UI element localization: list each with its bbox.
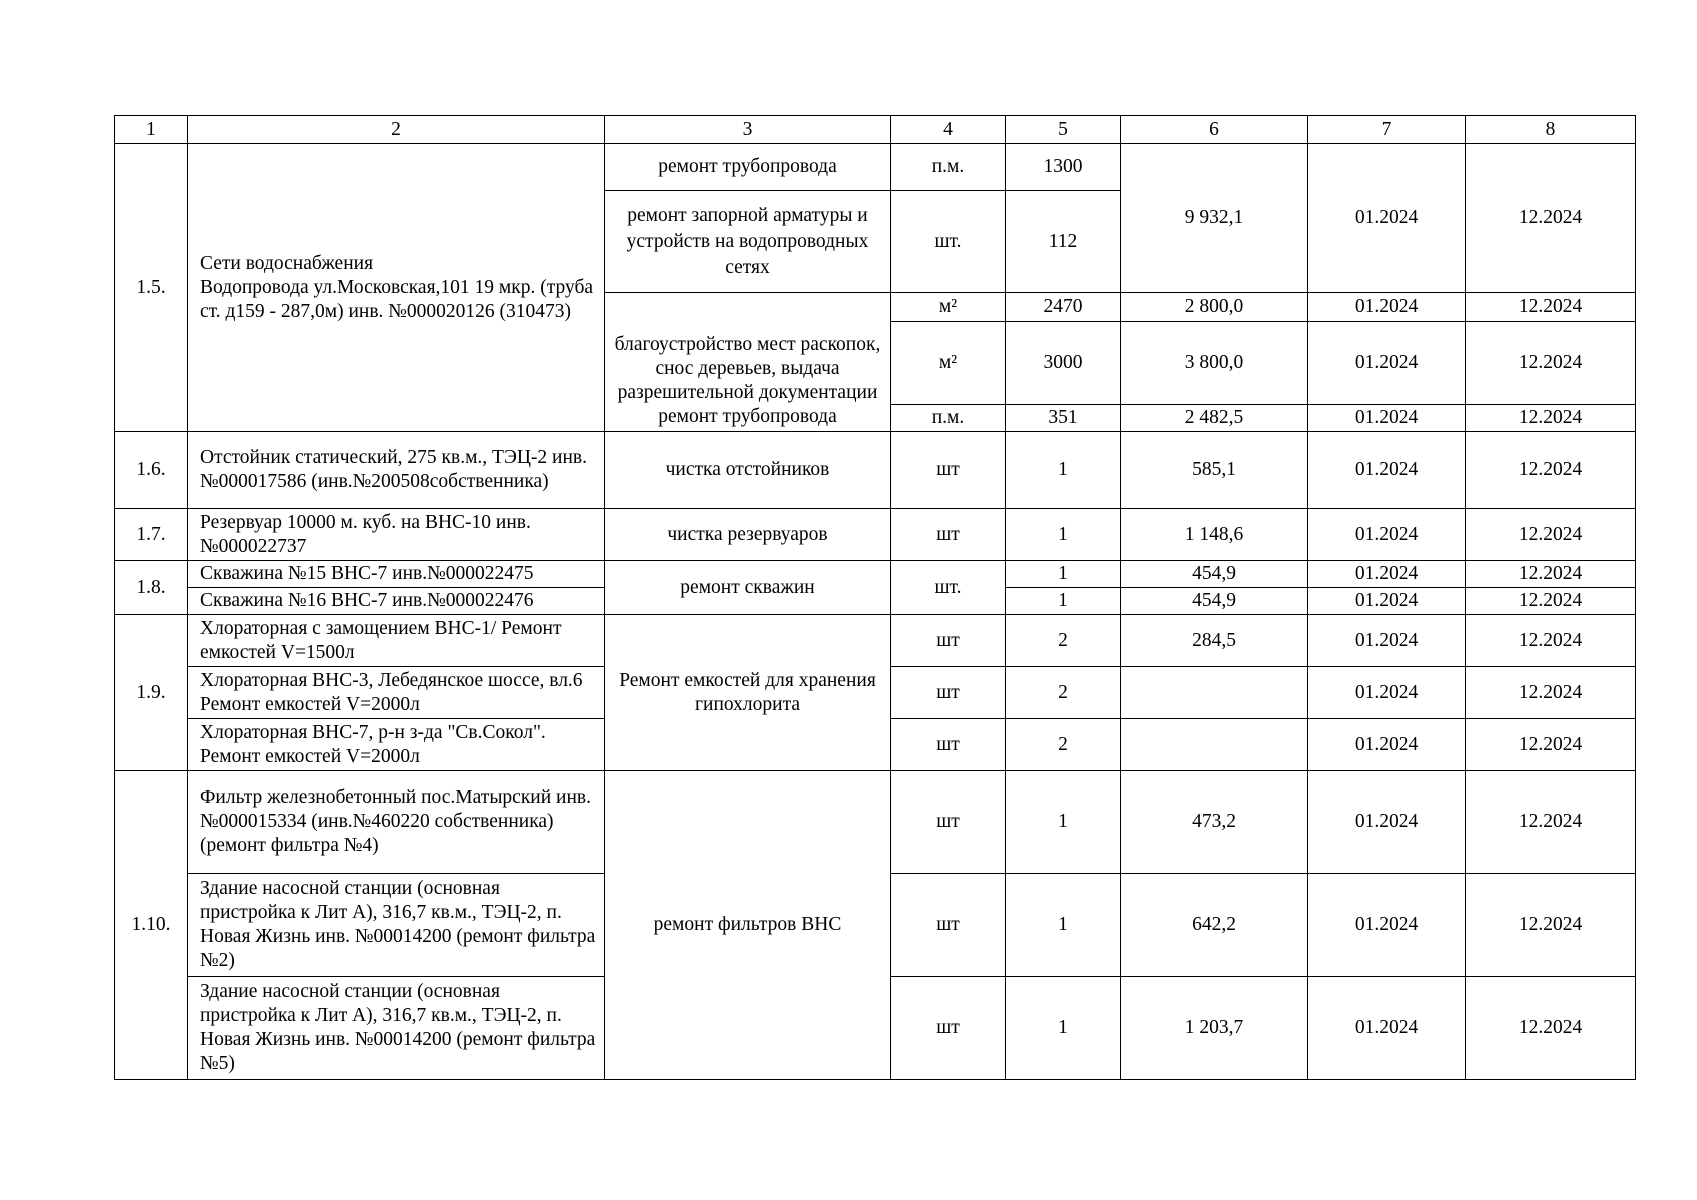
unit: м²	[891, 322, 1006, 405]
unit: шт	[891, 509, 1006, 561]
table-row	[115, 771, 1636, 874]
object-name: Отстойник статический, 275 кв.м., ТЭЦ-2 инв.№000017586 (инв.№200508собственника)	[188, 432, 605, 509]
object-name: Хлораторная ВНС-3, Лебедянское шоссе, вл.6 Ремонт емкостей V=2000л	[188, 667, 605, 719]
quantity: 1	[1006, 561, 1121, 588]
object-name: Хлораторная ВНС-7, р-н з-да "Св.Сокол". Ремонт емкостей V=2000л	[188, 719, 605, 771]
unit: шт	[891, 615, 1006, 667]
cost: 454,9	[1121, 561, 1308, 588]
object-name: Резервуар 10000 м. куб. на ВНС-10 инв.№000022737	[188, 509, 605, 561]
cost: 284,5	[1121, 615, 1308, 667]
end-date: 12.2024	[1466, 977, 1636, 1080]
end-date: 12.2024	[1466, 874, 1636, 977]
column-number: 7	[1308, 116, 1466, 144]
table-row	[115, 432, 1636, 509]
end-date: 12.2024	[1466, 405, 1636, 432]
unit: шт	[891, 771, 1006, 874]
column-number: 2	[188, 116, 605, 144]
object-name: Сети водоснабжения Водопровода ул.Московская,101 19 мкр. (труба ст. д159 - 287,0м) инв. №000020126 (310473)	[188, 144, 605, 432]
row-number: 1.7.	[115, 509, 188, 561]
row-number: 1.8.	[115, 561, 188, 615]
work-type: чистка отстойников	[605, 432, 891, 509]
unit: шт	[891, 977, 1006, 1080]
start-date: 01.2024	[1308, 615, 1466, 667]
quantity: 112	[1006, 191, 1121, 293]
column-number: 5	[1006, 116, 1121, 144]
work-type: ремонт скважин	[605, 561, 891, 615]
cost: 9 932,1	[1121, 144, 1308, 293]
unit: шт	[891, 432, 1006, 509]
quantity: 1300	[1006, 144, 1121, 191]
quantity: 1	[1006, 432, 1121, 509]
unit: п.м.	[891, 144, 1006, 191]
start-date: 01.2024	[1308, 561, 1466, 588]
start-date: 01.2024	[1308, 405, 1466, 432]
unit: шт	[891, 667, 1006, 719]
quantity: 2470	[1006, 293, 1121, 322]
work-type: ремонт фильтров ВНС	[605, 771, 891, 1080]
start-date: 01.2024	[1308, 509, 1466, 561]
column-number: 6	[1121, 116, 1308, 144]
work-type: чистка резервуаров	[605, 509, 891, 561]
start-date: 01.2024	[1308, 588, 1466, 615]
quantity: 1	[1006, 588, 1121, 615]
start-date: 01.2024	[1308, 322, 1466, 405]
start-date: 01.2024	[1308, 293, 1466, 322]
quantity: 1	[1006, 977, 1121, 1080]
cost: 2 800,0	[1121, 293, 1308, 322]
end-date: 12.2024	[1466, 771, 1636, 874]
start-date: 01.2024	[1308, 719, 1466, 771]
start-date: 01.2024	[1308, 144, 1466, 293]
table-header-row	[115, 116, 1636, 144]
unit: шт.	[891, 191, 1006, 293]
column-number: 8	[1466, 116, 1636, 144]
end-date: 12.2024	[1466, 719, 1636, 771]
cost: 454,9	[1121, 588, 1308, 615]
cost: 2 482,5	[1121, 405, 1308, 432]
end-date: 12.2024	[1466, 561, 1636, 588]
cost: 585,1	[1121, 432, 1308, 509]
end-date: 12.2024	[1466, 293, 1636, 322]
cost: 473,2	[1121, 771, 1308, 874]
quantity: 1	[1006, 771, 1121, 874]
work-type: Ремонт емкостей для хранения гипохлорита	[605, 615, 891, 771]
start-date: 01.2024	[1308, 977, 1466, 1080]
row-number: 1.5.	[115, 144, 188, 432]
work-type: ремонт запорной арматуры и устройств на водопроводных сетях	[605, 191, 891, 293]
end-date: 12.2024	[1466, 144, 1636, 293]
row-number: 1.9.	[115, 615, 188, 771]
quantity: 2	[1006, 667, 1121, 719]
quantity: 3000	[1006, 322, 1121, 405]
cost: 1 203,7	[1121, 977, 1308, 1080]
quantity: 2	[1006, 615, 1121, 667]
cost: 3 800,0	[1121, 322, 1308, 405]
end-date: 12.2024	[1466, 615, 1636, 667]
work-plan-table	[114, 115, 1636, 1080]
cost	[1121, 719, 1308, 771]
start-date: 01.2024	[1308, 667, 1466, 719]
end-date: 12.2024	[1466, 667, 1636, 719]
unit: п.м.	[891, 405, 1006, 432]
unit: шт.	[891, 561, 1006, 615]
cost	[1121, 667, 1308, 719]
object-name: Здание насосной станции (основная пристройка к Лит А), 316,7 кв.м., ТЭЦ-2, п. Новая Жизнь инв. №00014200 (ремонт фильтра №5)	[188, 977, 605, 1080]
table-row	[115, 144, 1636, 191]
unit: шт	[891, 874, 1006, 977]
start-date: 01.2024	[1308, 874, 1466, 977]
row-number: 1.10.	[115, 771, 188, 1080]
unit: шт	[891, 719, 1006, 771]
quantity: 1	[1006, 509, 1121, 561]
object-name: Здание насосной станции (основная пристройка к Лит А), 316,7 кв.м., ТЭЦ-2, п. Новая Жизнь инв. №00014200 (ремонт фильтра №2)	[188, 874, 605, 977]
column-number: 3	[605, 116, 891, 144]
cost: 642,2	[1121, 874, 1308, 977]
object-name: Скважина №16 ВНС-7 инв.№000022476	[188, 588, 605, 615]
quantity: 1	[1006, 874, 1121, 977]
end-date: 12.2024	[1466, 432, 1636, 509]
column-number: 4	[891, 116, 1006, 144]
work-type-group	[605, 293, 891, 432]
object-name: Фильтр железнобетонный пос.Матырский инв.№000015334 (инв.№460220 собственника)(ремонт фильтра №4)	[188, 771, 605, 874]
column-number: 1	[115, 116, 188, 144]
table-row	[115, 509, 1636, 561]
start-date: 01.2024	[1308, 432, 1466, 509]
end-date: 12.2024	[1466, 322, 1636, 405]
work-type: ремонт трубопровода	[658, 406, 837, 427]
quantity: 2	[1006, 719, 1121, 771]
work-type: благоустройство мест раскопок, снос деревьев, выдача разрешительной документации	[614, 334, 881, 403]
table-row	[115, 615, 1636, 667]
row-number: 1.6.	[115, 432, 188, 509]
cost: 1 148,6	[1121, 509, 1308, 561]
start-date: 01.2024	[1308, 771, 1466, 874]
object-name: Скважина №15 ВНС-7 инв.№000022475	[188, 561, 605, 588]
unit: м²	[891, 293, 1006, 322]
quantity: 351	[1006, 405, 1121, 432]
table-row	[115, 561, 1636, 588]
end-date: 12.2024	[1466, 588, 1636, 615]
work-type: ремонт трубопровода	[605, 144, 891, 191]
object-name: Хлораторная с замощением ВНС-1/ Ремонт емкостей V=1500л	[188, 615, 605, 667]
end-date: 12.2024	[1466, 509, 1636, 561]
